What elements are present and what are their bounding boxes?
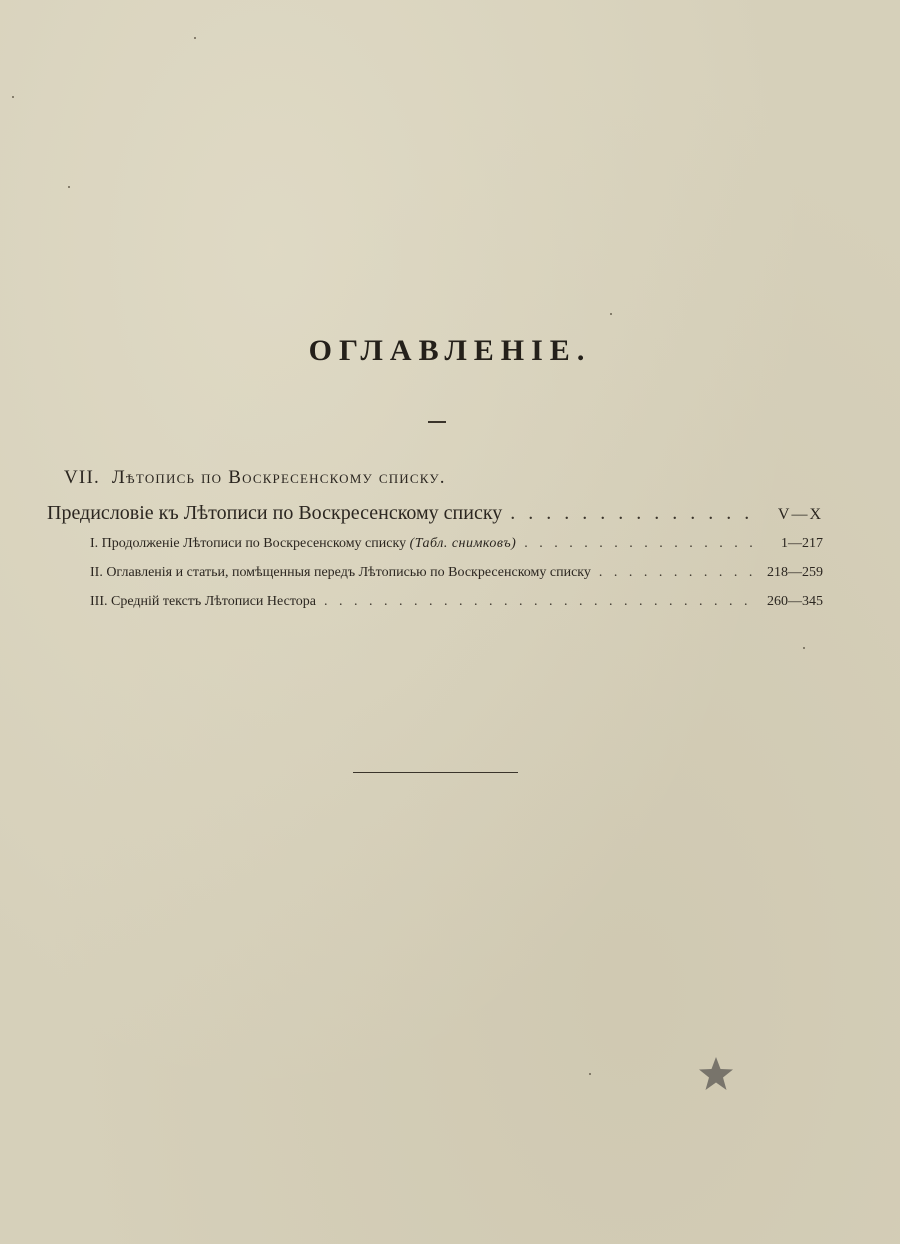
title-dash-divider — [428, 421, 446, 423]
paper-speck — [194, 37, 196, 39]
volume-title: Лѣтопись по Воскресенскому списку. — [111, 467, 446, 488]
page-title: ОГЛАВЛЕНІЕ. — [308, 334, 592, 367]
paper-speck — [68, 186, 70, 188]
toc-entry-part-3[interactable] — [90, 594, 823, 610]
toc-entry-preface[interactable] — [47, 502, 823, 525]
toc-entry-note: (Табл. снимковъ) — [409, 536, 517, 551]
toc-entry-part-2[interactable] — [90, 565, 823, 581]
dot-leader — [524, 536, 755, 552]
volume-heading — [64, 467, 446, 489]
paper-speck — [610, 313, 612, 315]
volume-number: VII. — [64, 467, 100, 488]
dot-leader — [510, 502, 755, 525]
star-stamp-icon — [697, 1056, 735, 1092]
paper-speck — [803, 647, 805, 649]
section-end-rule — [353, 772, 518, 773]
toc-entry-label: Предисловіе къ Лѣтописи по Воскресенскому списку — [47, 502, 503, 524]
toc-entry-pages: V—X — [777, 506, 823, 523]
paper-speck — [12, 96, 14, 98]
toc-entry-label: I. Продолженіе Лѣтописи по Воскресенскому списку (Табл. снимковъ) — [90, 536, 517, 551]
dot-leader — [324, 594, 755, 610]
toc-entry-pages: 1—217 — [781, 536, 823, 551]
toc-entry-label: II. Оглавленія и статьи, помѣщенныя передъ Лѣтописью по Воскресенскому списку — [90, 565, 591, 580]
dot-leader — [599, 565, 755, 581]
toc-entry-label: III. Средній текстъ Лѣтописи Нестора — [90, 594, 316, 609]
toc-entry-part-1[interactable] — [90, 536, 823, 552]
toc-entry-pages: 218—259 — [767, 565, 823, 580]
toc-entry-pages: 260—345 — [767, 594, 823, 609]
paper-speck — [589, 1073, 591, 1075]
